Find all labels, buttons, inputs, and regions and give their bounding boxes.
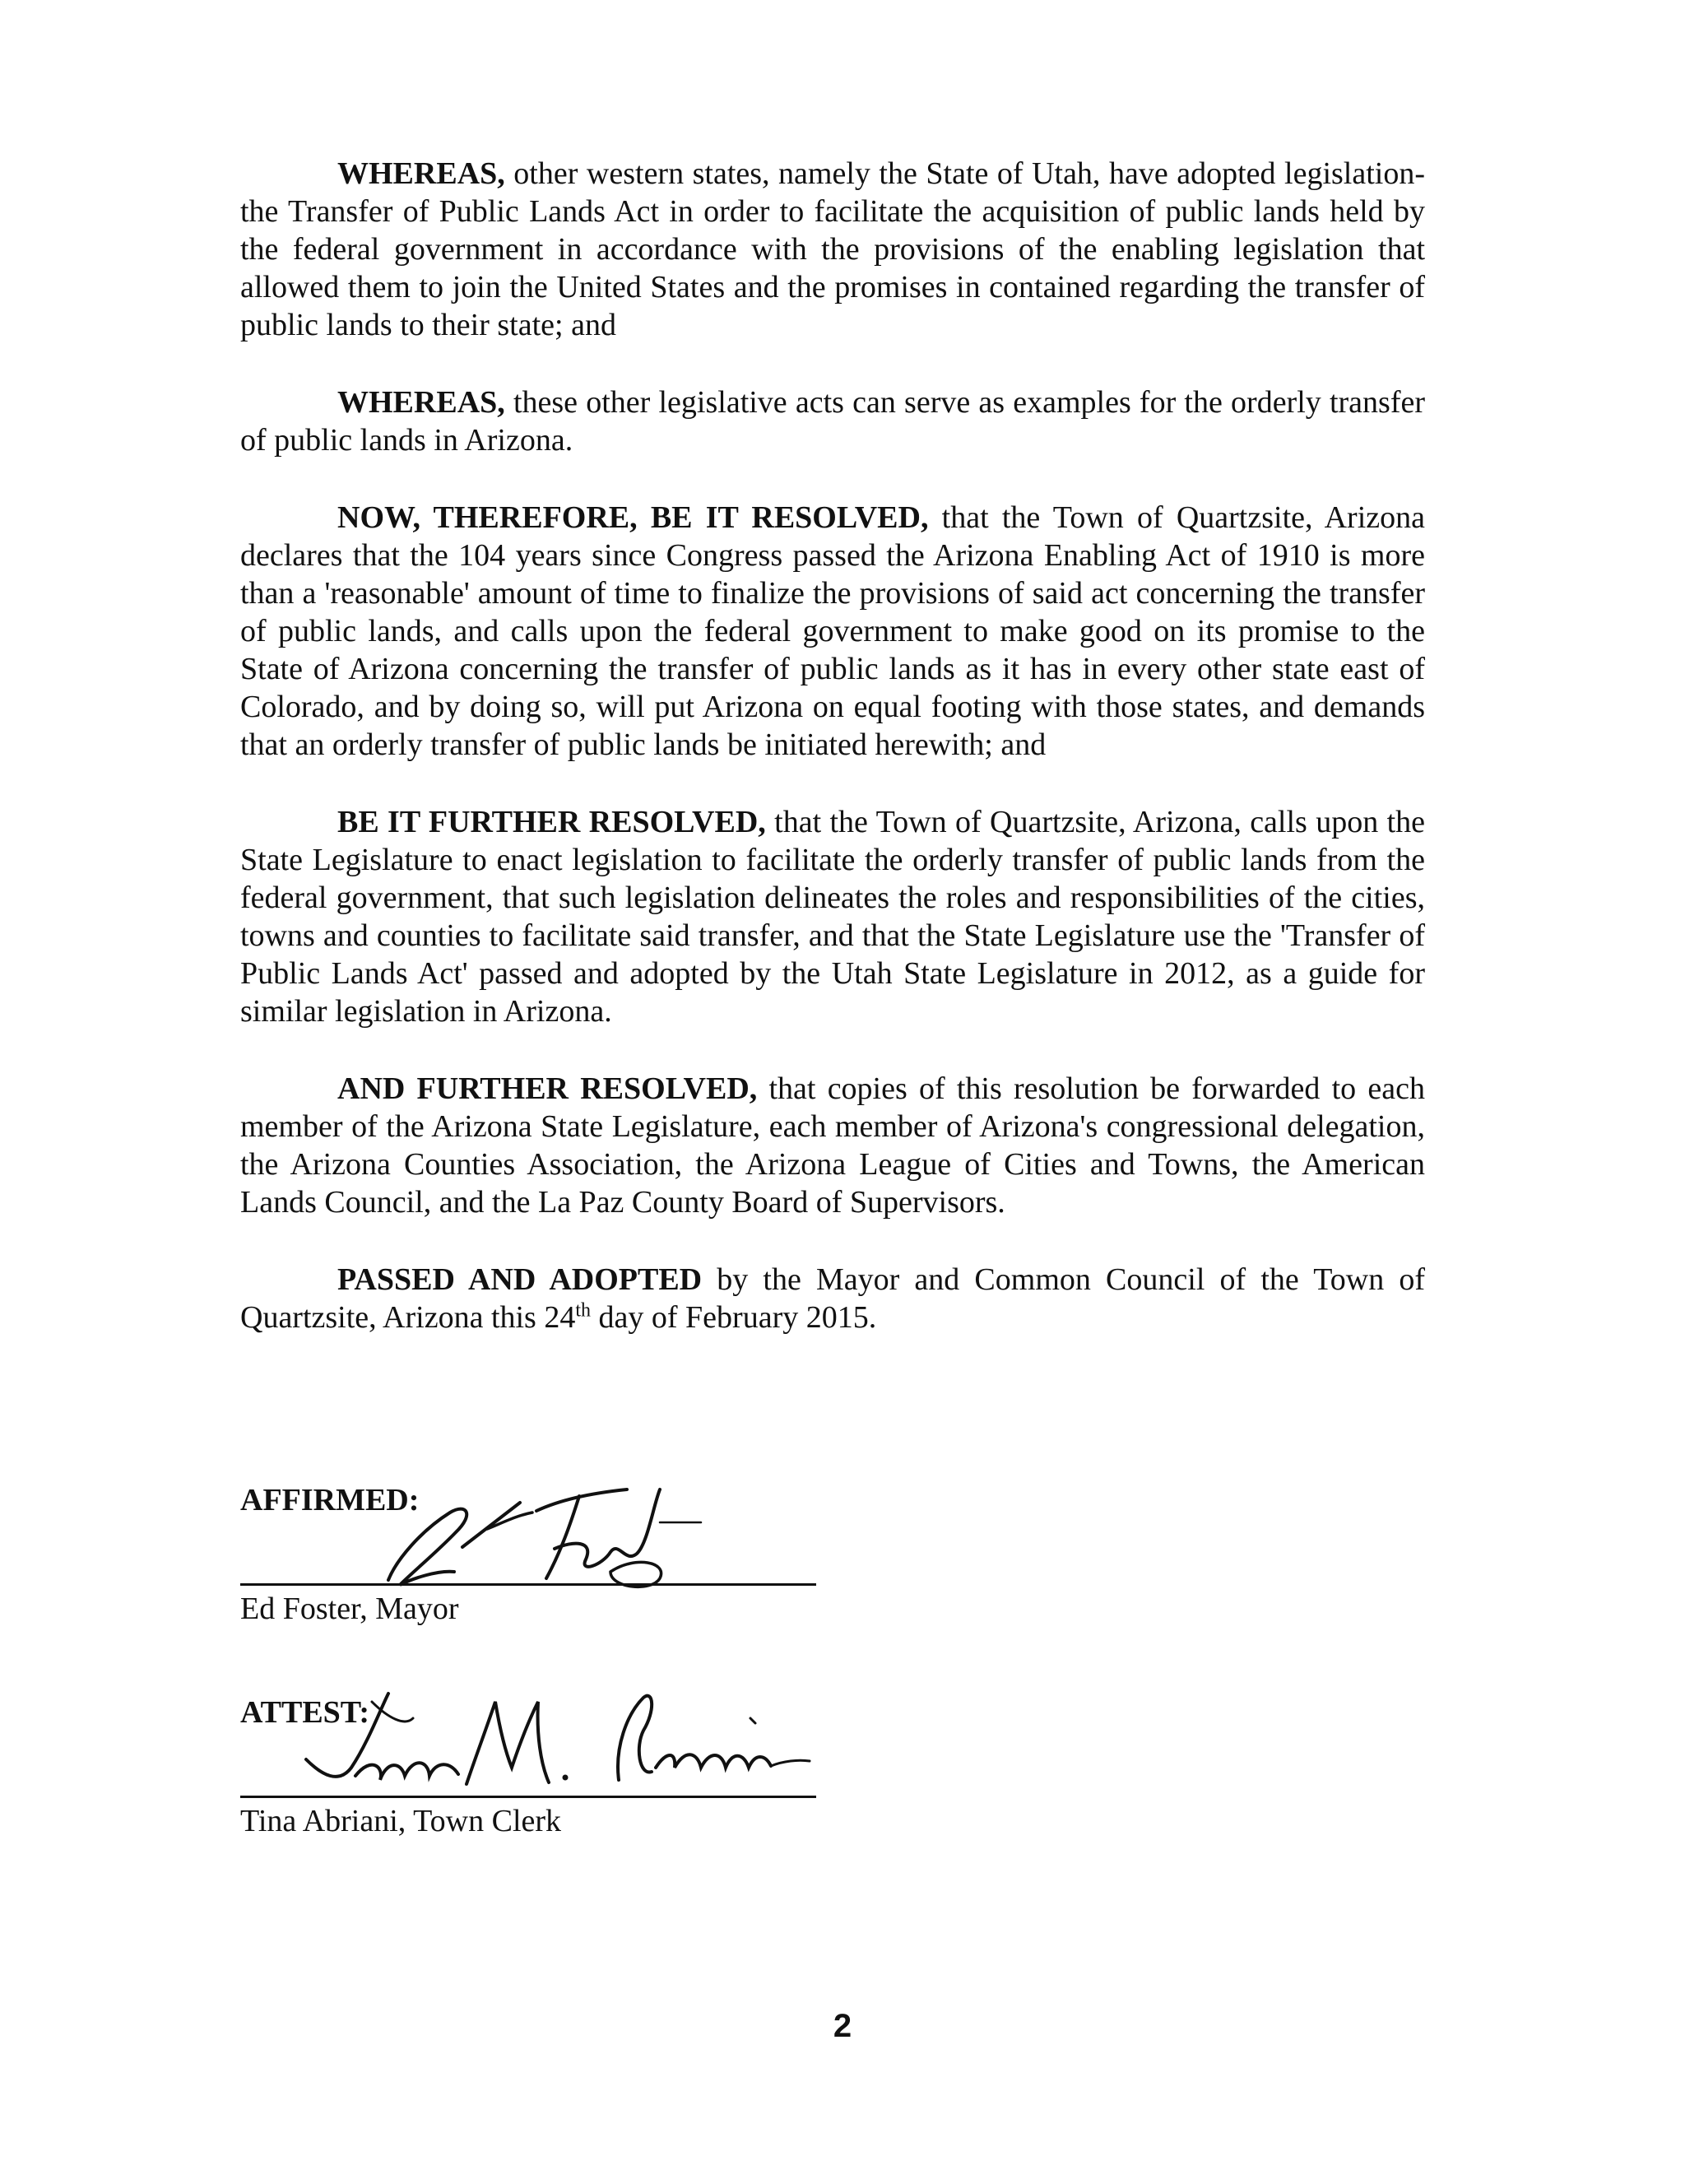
- date-ordinal-suffix: th: [575, 1299, 592, 1322]
- paragraph-whereas-2: [240, 383, 1425, 459]
- paragraph-text: that the Town of Quartzsite, Arizona declares that the 104 years since Congress passed the Arizona Enabling Act of 1910 is more than a 'reasonable' amount of time to finalize the provisions of said act concerning the transfer of public lands, and calls upon the federal government to make good on its promise to the State of Arizona concerning the transfer of public lands as it has in every other state east of Colorado, and by doing so, will put Arizona on equal footing with those states, and demands that an orderly transfer of public lands be initiated herewith; and: [240, 500, 1425, 762]
- attest-signature-block: [240, 1694, 866, 1858]
- paragraph-text: by the Mayor and Common Council of the Town of Quartzsite, Arizona this 24: [240, 1262, 1426, 1335]
- affirmed-signature-line: [240, 1583, 816, 1586]
- paragraph-now-therefore: [240, 499, 1425, 764]
- paragraph-lead: WHEREAS,: [337, 385, 505, 420]
- paragraph-lead: AND FURTHER RESOLVED,: [337, 1071, 758, 1106]
- paragraph-text: other western states, namely the State of Utah, have adopted legislation-the Transfer of Public Lands Act in order to facilitate the acquisition of public lands held by the federal government in accordance with the provisions of the enabling legislation that allowed them to join the United States and the promises in contained regarding the transfer of public lands to their state; and: [240, 156, 1425, 342]
- paragraph-lead: NOW, THEREFORE, BE IT RESOLVED,: [337, 500, 929, 535]
- document-body: [240, 155, 1425, 1376]
- page-number: 2: [833, 2008, 852, 2044]
- paragraph-lead: BE IT FURTHER RESOLVED,: [337, 805, 766, 839]
- mayor-name: Ed Foster, Mayor: [240, 1592, 459, 1626]
- attest-label: ATTEST:: [240, 1695, 369, 1730]
- attest-signature-line: [240, 1796, 816, 1798]
- paragraph-text: these other legislative acts can serve as examples for the orderly transfer of public lands in Arizona.: [240, 385, 1425, 458]
- paragraph-and-further-resolved: [240, 1070, 1425, 1221]
- clerk-signature: [290, 1669, 816, 1801]
- paragraph-lead: WHEREAS,: [337, 156, 505, 191]
- paragraph-text-end: day of February 2015.: [591, 1300, 877, 1335]
- paragraph-further-resolved: [240, 803, 1425, 1030]
- affirmed-signature-block: [240, 1481, 866, 1629]
- clerk-name: Tina Abriani, Town Clerk: [240, 1804, 562, 1838]
- paragraph-text: that copies of this resolution be forwarded to each member of the Arizona State Legislature, each member of Arizona's congressional delegation, the Arizona Counties Association, the Arizona League of Cities and Towns, the American Lands Council, and the La Paz County Board of Supervisors.: [240, 1071, 1425, 1220]
- paragraph-lead: PASSED AND ADOPTED: [337, 1262, 703, 1297]
- paragraph-whereas-1: [240, 155, 1425, 344]
- mayor-signature: [364, 1473, 709, 1596]
- affirmed-label: AFFIRMED:: [240, 1483, 420, 1517]
- paragraph-text: that the Town of Quartzsite, Arizona, calls upon the State Legislature to enact legislation to facilitate the orderly transfer of public lands from the federal government, that such legislation delineates the roles and responsibilities of the cities, towns and counties to facilitate said transfer, and that the State Legislature use the 'Transfer of Public Lands Act' passed and adopted by the Utah State Legislature in 2012, as a guide for similar legislation in Arizona.: [240, 805, 1425, 1029]
- paragraph-passed-adopted: [240, 1261, 1425, 1336]
